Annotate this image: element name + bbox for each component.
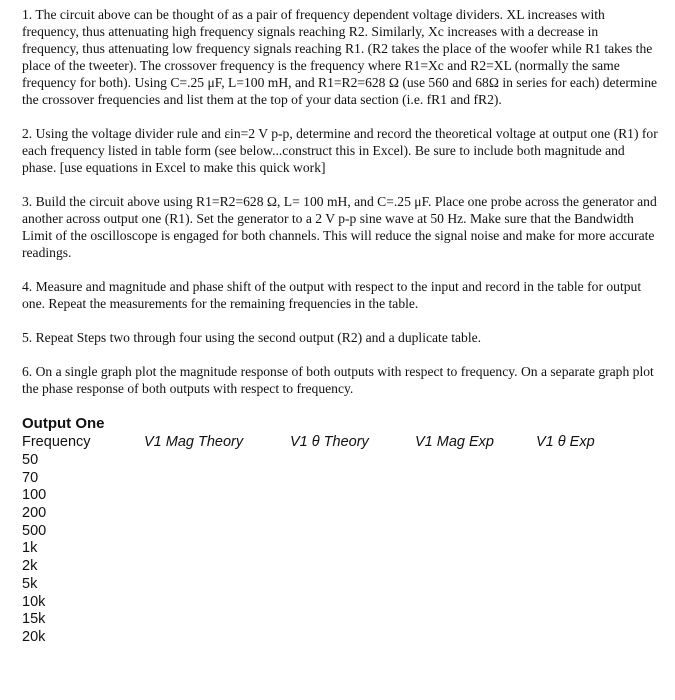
table-row: 50 <box>22 452 39 468</box>
step-4-paragraph: 4. Measure and magnitude and phase shift of the output with respect to the input and record in the table for output one. Repeat the measurements for the remaining frequencies in the table. <box>22 279 642 311</box>
header-v1-phase-theory: V1 θ Theory <box>290 434 369 450</box>
table-row: 500 <box>22 522 47 539</box>
table-title: Output One <box>22 415 105 432</box>
table-row: 15k <box>22 611 46 628</box>
step-3-paragraph: 3. Build the circuit above using R1=R2=628 Ω, L= 100 mH, and C=.25 μF. Place one probe across the generator and another across output one (R1). Set the generator to a 2 V p-p sine wave at 50 Hz. Make sure that the Bandwidth Limit of the oscilloscope is engaged for both channels. This will reduce the signal noise and make for more accurate readings. <box>22 194 657 260</box>
document-body <box>22 6 658 647</box>
table-row: 5k <box>22 575 38 592</box>
table-header-row <box>22 433 658 452</box>
step-6-paragraph: 6. On a single graph plot the magnitude response of both outputs with respect to frequency. On a separate graph plot the phase response of both outputs with respect to frequency. <box>22 364 654 396</box>
table-row: 10k <box>22 593 46 610</box>
table-row: 200 <box>22 505 47 522</box>
step-5-paragraph: 5. Repeat Steps two through four using the second output (R2) and a duplicate table. <box>22 330 482 345</box>
header-v1-phase-exp: V1 θ Exp <box>536 434 595 450</box>
header-frequency: Frequency <box>22 434 91 450</box>
header-v1-mag-theory: V1 Mag Theory <box>144 434 244 450</box>
frequency-list <box>22 452 658 647</box>
table-row: 70 <box>22 469 39 486</box>
table-row: 1k <box>22 540 38 557</box>
table-row: 100 <box>22 487 47 504</box>
output-one-table <box>22 414 658 647</box>
step-1-paragraph: 1. The circuit above can be thought of as a pair of frequency dependent voltage dividers. XL increases with frequency, thus attenuating high frequency signals reaching R2. Similarly, Xc increases with a decrease in frequency, thus attenuating low frequency signals reaching R1. (R2 takes the place of the woofer while R1 takes the place of the tweeter). The crossover frequency is the frequency where R1=Xc and R2=XL (normally the same frequency for both). Using C=.25 μF, L=100 mH, and R1=R2=628 Ω (use 560 and 68Ω in series for each) determine the crossover frequencies and list them at the top of your data section (i.e. fR1 and fR2). <box>22 7 658 107</box>
table-row: 2k <box>22 558 38 575</box>
table-row: 20k <box>22 628 46 645</box>
step-2-paragraph: 2. Using the voltage divider rule and εin=2 V p-p, determine and record the theoretical voltage at output one (R1) for each frequency listed in table form (see below...construct this in Excel). Be sure to include both magnitude and phase. [use equations in Excel to make this quick work] <box>22 126 658 175</box>
header-v1-mag-exp: V1 Mag Exp <box>415 434 494 450</box>
